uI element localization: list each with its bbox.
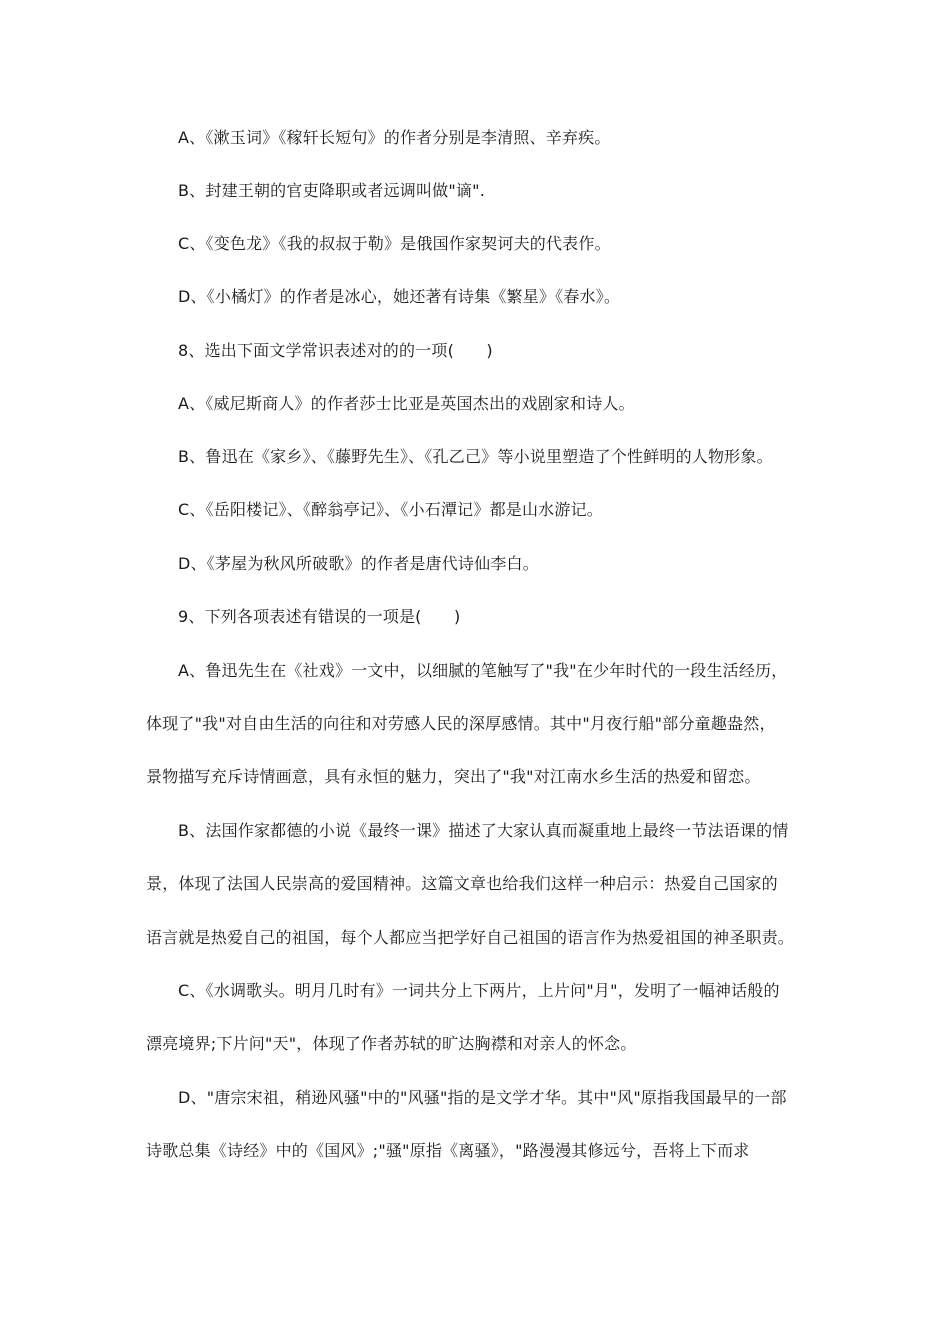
option-9b-line-3: 语言就是热爱自己的祖国，每个人都应当把学好自己祖国的语言作为热爱祖国的神圣职责。 [146, 928, 795, 947]
option-8d: D、《茅屋为秋风所破歌》的作者是唐代诗仙李白。 [178, 554, 539, 573]
option-9b-line-1: B、法国作家都德的小说《最终一课》描述了大家认真而凝重地上最终一节法语课的情 [178, 821, 789, 840]
option-7b: B、封建王朝的官吏降职或者远调叫做"谪". [178, 181, 485, 200]
option-9b-line-2: 景，体现了法国人民崇高的爱国精神。这篇文章也给我们这样一种启示：热爱自己国家的 [146, 874, 778, 893]
option-9a-line-2: 体现了"我"对自由生活的向往和对劳感人民的深厚感情。其中"月夜行船"部分童趣盎然， [146, 714, 776, 733]
option-8b: B、鲁迅在《家乡》、《藤野先生》、《孔乙己》等小说里塑造了个性鲜明的人物形象。 [178, 447, 773, 466]
option-9d-line-2: 诗歌总集《诗经》中的《国风》;"骚"原指《离骚》，"路漫漫其修远兮，吾将上下而求 [146, 1141, 750, 1160]
option-9a-line-1: A、鲁迅先生在《社戏》一文中，以细腻的笔触写了"我"在少年时代的一段生活经历， [178, 661, 788, 680]
option-9c-line-2: 漂亮境界;下片问"天"，体现了作者苏轼的旷达胸襟和对亲人的怀念。 [146, 1034, 637, 1053]
option-9d-line-1: D、"唐宗宋祖，稍逊风骚"中的"风骚"指的是文学才华。其中"风"原指我国最早的一部 [178, 1088, 787, 1107]
option-7c: C、《变色龙》《我的叔叔于勒》是俄国作家契诃夫的代表作。 [178, 234, 611, 253]
option-7a: A、《漱玉词》《稼轩长短句》的作者分别是李清照、辛弃疾。 [178, 128, 611, 147]
option-8c: C、《岳阳楼记》、《醉翁亭记》、《小石潭记》都是山水游记。 [178, 500, 603, 519]
question-9: 9、下列各项表述有错误的一项是( ) [178, 607, 461, 626]
option-7d: D、《小橘灯》的作者是冰心，她还著有诗集《繁星》《春水》。 [178, 287, 621, 306]
option-9a-line-3: 景物描写充斥诗情画意，具有永恒的魅力，突出了"我"对江南水乡生活的热爱和留恋。 [146, 767, 761, 786]
question-8: 8、选出下面文学常识表述对的的一项( ) [178, 341, 493, 360]
option-9c-line-1: C、《水调歌头。明月几时有》一词共分上下两片，上片问"月"，发明了一幅神话般的 [178, 981, 780, 1000]
option-8a: A、《威尼斯商人》的作者莎士比亚是英国杰出的戏剧家和诗人。 [178, 394, 635, 413]
